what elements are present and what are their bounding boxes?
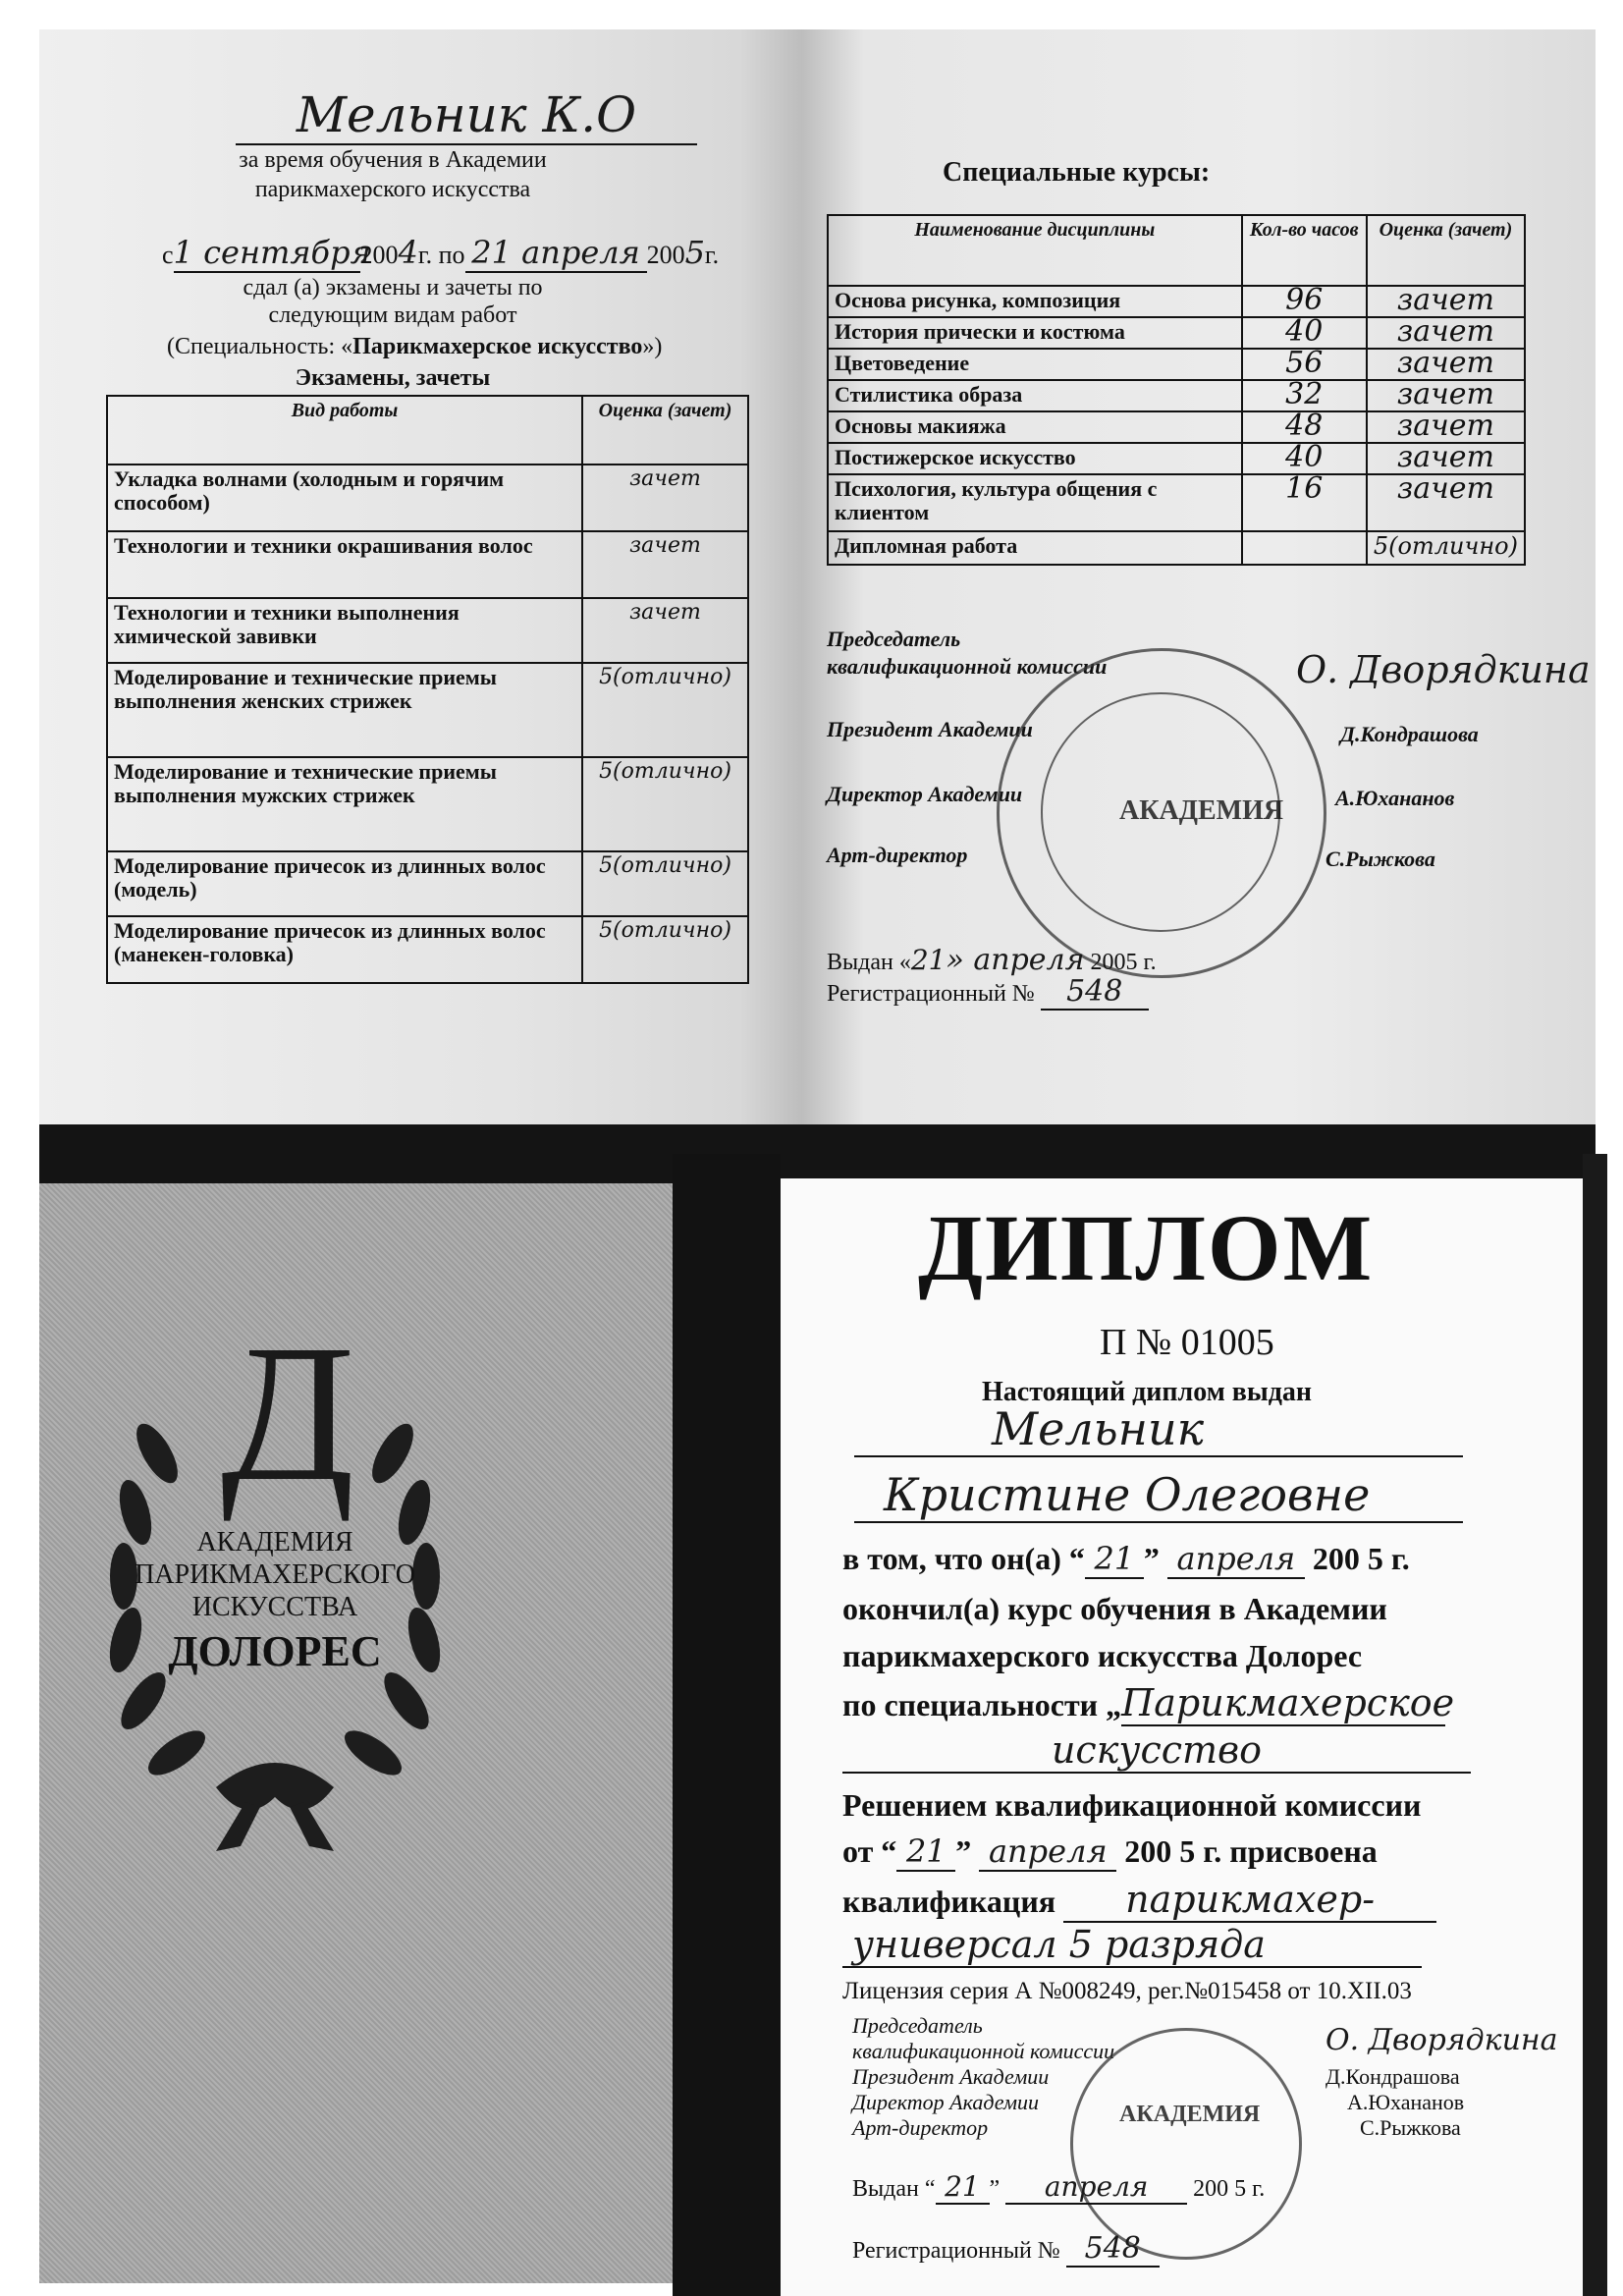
courses-table-header	[828, 215, 1525, 286]
diploma-line-1	[842, 1540, 1410, 1579]
diploma-l1-year: 200 5 г.	[1304, 1541, 1410, 1576]
diploma-sig-chairman-2: квалификационной комиссии	[852, 2039, 1115, 2063]
exam-grade: зачет	[582, 598, 748, 663]
specialty-prefix: (Специальность: «	[167, 334, 353, 359]
diploma-sig-director: Директор Академии	[852, 2090, 1039, 2114]
diploma-issued-month: апреля	[1005, 2170, 1187, 2205]
training-line-3: сдал (а) экзамены и зачеты по	[243, 275, 543, 301]
cover-line-3: ИСКУССТВА	[191, 1592, 358, 1622]
scan-right-edge	[1583, 1154, 1607, 2296]
table-row	[107, 757, 748, 851]
diploma-l4-value: Парикмахерское	[1121, 1681, 1455, 1724]
exams-header-work: Вид работы	[107, 396, 582, 465]
course-hours: 40	[1242, 443, 1367, 474]
exam-grade: 5(отлично)	[582, 851, 748, 916]
top-sig-chairman-name: О. Дворядкина	[1296, 648, 1591, 691]
table-row	[828, 443, 1525, 474]
top-sig-chairman-1: Председатель	[827, 627, 961, 651]
top-issued-prefix: Выдан «	[827, 950, 911, 975]
diploma-reg-number: 548	[1066, 2231, 1160, 2268]
diploma-sig-director-name: А.Юхананов	[1347, 2090, 1465, 2114]
course-grade: зачет	[1367, 411, 1525, 443]
course-hours	[1242, 531, 1367, 565]
diploma-sig-chairman-name: О. Дворядкина	[1325, 2023, 1558, 2057]
course-grade: 5(отлично)	[1367, 531, 1525, 565]
period-from-prefix: с	[162, 241, 174, 269]
training-period	[162, 234, 719, 273]
period-to-date: 21 апреля	[465, 234, 647, 273]
diploma-sig-president: Президент Академии	[852, 2064, 1050, 2089]
top-sig-chairman-2: квалификационной комиссии	[827, 654, 1108, 679]
diploma-issued-mid: ”	[989, 2176, 1006, 2202]
special-courses-title: Специальные курсы:	[943, 157, 1211, 188]
top-sig-director: Директор Академии	[827, 782, 1023, 806]
exam-grade: зачет	[582, 465, 748, 531]
diploma-reg-line	[852, 2231, 1160, 2268]
courses-header-grade: Оценка (зачет)	[1367, 215, 1525, 286]
top-issued-day: 21	[910, 944, 947, 976]
course-hours: 96	[1242, 286, 1367, 317]
diploma-line-7	[842, 1878, 1436, 1923]
course-name: Дипломная работа	[828, 531, 1242, 565]
top-sig-director-name: А.Юхананов	[1335, 786, 1455, 810]
training-line-1: за время обучения в Академии	[239, 147, 547, 173]
table-row	[107, 531, 748, 598]
table-row	[107, 465, 748, 531]
diploma-issued-year: 200 5 г.	[1187, 2176, 1266, 2202]
diploma-issued-day: 21	[936, 2170, 990, 2205]
course-name: Стилистика образа	[828, 380, 1242, 411]
top-sig-art: Арт-директор	[827, 843, 968, 867]
course-name: Основы макияжа	[828, 411, 1242, 443]
period-from-year: 4	[398, 234, 418, 271]
training-line-2: парикмахерского искусства	[254, 177, 531, 202]
training-line-4: следующим видам работ	[268, 302, 517, 328]
course-hours: 56	[1242, 349, 1367, 380]
diploma-issued-to: Настоящий диплом выдан	[982, 1377, 1313, 1407]
diploma-l6-day: 21	[896, 1832, 955, 1872]
diploma-l1-mid: ”	[1143, 1541, 1167, 1576]
diploma-l4-value-2: искусство	[842, 1728, 1471, 1774]
diploma-l1-day: 21	[1085, 1540, 1144, 1579]
exam-name: Технологии и техники окрашивания волос	[107, 531, 582, 598]
exams-table-header	[107, 396, 748, 465]
period-to-year: 5	[684, 234, 705, 271]
top-sig-president-name: Д.Кондрашова	[1340, 722, 1479, 746]
table-row	[828, 474, 1525, 531]
cover-line-1: АКАДЕМИЯ	[196, 1527, 353, 1558]
course-name: История прически и костюма	[828, 317, 1242, 349]
table-row	[828, 286, 1525, 317]
diploma-reg-label: Регистрационный №	[852, 2238, 1060, 2264]
exam-name: Укладка волнами (холодным и горячим способом)	[107, 465, 582, 531]
course-hours: 48	[1242, 411, 1367, 443]
exam-grade: 5(отлично)	[582, 757, 748, 851]
period-from-date: 1 сентября	[173, 234, 371, 271]
exams-title: Экзамены, зачеты	[295, 365, 491, 391]
diploma-line-5: Решением квалификационной комиссии	[842, 1787, 1422, 1823]
diploma-title: ДИПЛОМ	[918, 1195, 1375, 1300]
top-reg-label: Регистрационный №	[827, 981, 1035, 1007]
exam-grade: зачет	[582, 531, 748, 598]
diploma-sig-chairman-1: Председатель	[852, 2013, 983, 2038]
diploma-issued-line	[852, 2170, 1265, 2205]
specialty-suffix: »)	[642, 334, 663, 359]
top-reg-number: 548	[1041, 974, 1149, 1011]
course-hours: 16	[1242, 474, 1367, 531]
diploma-l6-mid: ”	[955, 1833, 980, 1869]
diploma-license: Лицензия серия А №008249, рег.№015458 от 10.XII.03	[842, 1978, 1412, 2004]
diploma-l7-value: парикмахер-	[1063, 1878, 1436, 1923]
course-hours: 40	[1242, 317, 1367, 349]
course-grade: зачет	[1367, 317, 1525, 349]
booklet-spine	[673, 1154, 781, 2296]
diploma-round-stamp	[1070, 2028, 1302, 2260]
top-sig-president: Президент Академии	[827, 717, 1033, 741]
top-reg-line	[827, 974, 1149, 1011]
courses-header-hours: Кол-во часов	[1242, 215, 1367, 286]
top-stamp-text: АКАДЕМИЯ	[1119, 795, 1284, 826]
course-name: Психология, культура общения с клиентом	[828, 474, 1242, 531]
table-row	[828, 349, 1525, 380]
table-row	[828, 411, 1525, 443]
table-row	[107, 851, 748, 916]
period-suffix: г.	[704, 241, 720, 269]
courses-table	[827, 214, 1526, 566]
diploma-l1-month: апреля	[1167, 1540, 1305, 1579]
cover-line-2: ПАРИКМАХЕРСКОГО	[135, 1559, 415, 1590]
course-grade: зачет	[1367, 380, 1525, 411]
courses-header-name: Наименование дисциплины	[828, 215, 1242, 286]
diploma-sig-art-name: С.Рыжкова	[1360, 2115, 1461, 2140]
diploma-line-3: парикмахерского искусства Долорес	[842, 1638, 1363, 1673]
table-row	[828, 531, 1525, 565]
course-grade: зачет	[1367, 349, 1525, 380]
course-grade: зачет	[1367, 474, 1525, 531]
table-row	[828, 380, 1525, 411]
diploma-sig-art: Арт-директор	[852, 2115, 989, 2140]
top-issued-mid: » апреля	[946, 943, 1085, 977]
exam-grade: 5(отлично)	[582, 663, 748, 757]
exams-table	[106, 395, 749, 984]
table-row	[828, 317, 1525, 349]
table-row	[107, 916, 748, 983]
diploma-l7-value-2: универсал 5 разряда	[842, 1923, 1422, 1968]
diploma-sig-president-name: Д.Кондрашова	[1325, 2064, 1460, 2089]
diploma-l6-year: 200 5 г. присвоена	[1116, 1833, 1378, 1869]
top-sig-art-name: С.Рыжкова	[1325, 847, 1435, 871]
specialty-name: Парикмахерское искусство	[352, 334, 643, 359]
top-issued-line	[827, 943, 1157, 977]
student-name: Мельник К.О	[236, 86, 697, 145]
period-to-prefix: г. по	[417, 241, 465, 269]
table-row	[107, 663, 748, 757]
diploma-l6-prefix: от “	[842, 1833, 897, 1869]
course-name: Цветоведение	[828, 349, 1242, 380]
exam-name: Моделирование причесок из длинных волос (модель)	[107, 851, 582, 916]
course-name: Основа рисунка, композиция	[828, 286, 1242, 317]
diploma-line-2: окончил(а) курс обучения в Академии	[842, 1591, 1387, 1626]
diploma-l4-prefix: по специальности „	[842, 1687, 1122, 1722]
course-grade: зачет	[1367, 286, 1525, 317]
diploma-l1-prefix: в том, что он(а) “	[842, 1541, 1085, 1576]
diploma-line-4	[842, 1681, 1455, 1726]
course-grade: зачет	[1367, 443, 1525, 474]
exams-header-grade: Оценка (зачет)	[582, 396, 748, 465]
course-name: Постижерское искусство	[828, 443, 1242, 474]
diploma-issued-prefix: Выдан “	[852, 2176, 936, 2202]
diploma-stamp-text: АКАДЕМИЯ	[1119, 2102, 1261, 2127]
course-hours: 32	[1242, 380, 1367, 411]
diploma-surname: Мельник	[854, 1402, 1463, 1457]
scan-border	[39, 1124, 1596, 1183]
top-issued-year: 2005 г.	[1090, 950, 1157, 975]
diploma-l6-month: апреля	[979, 1832, 1116, 1872]
exam-grade: 5(отлично)	[582, 916, 748, 983]
exam-name: Моделирование и технические приемы выполнения мужских стрижек	[107, 757, 582, 851]
period-year-prefix: 200	[359, 241, 399, 269]
specialty-line	[167, 334, 662, 360]
period-to-year-prefix: 200	[646, 241, 685, 269]
cover-line-4: ДОЛОРЕС	[168, 1627, 382, 1675]
exam-name: Моделирование и технические приемы выполнения женских стрижек	[107, 663, 582, 757]
diploma-number: П № 01005	[1100, 1322, 1274, 1363]
cover-letter: Д	[221, 1305, 355, 1522]
diploma-given-name: Кристине Олеговне	[854, 1468, 1463, 1523]
exam-name: Моделирование причесок из длинных волос (манекен-головка)	[107, 916, 582, 983]
diploma-line-6	[842, 1832, 1378, 1872]
exam-name: Технологии и техники выполнения химической завивки	[107, 598, 582, 663]
diploma-l7-prefix: квалификация	[842, 1884, 1064, 1919]
table-row	[107, 598, 748, 663]
